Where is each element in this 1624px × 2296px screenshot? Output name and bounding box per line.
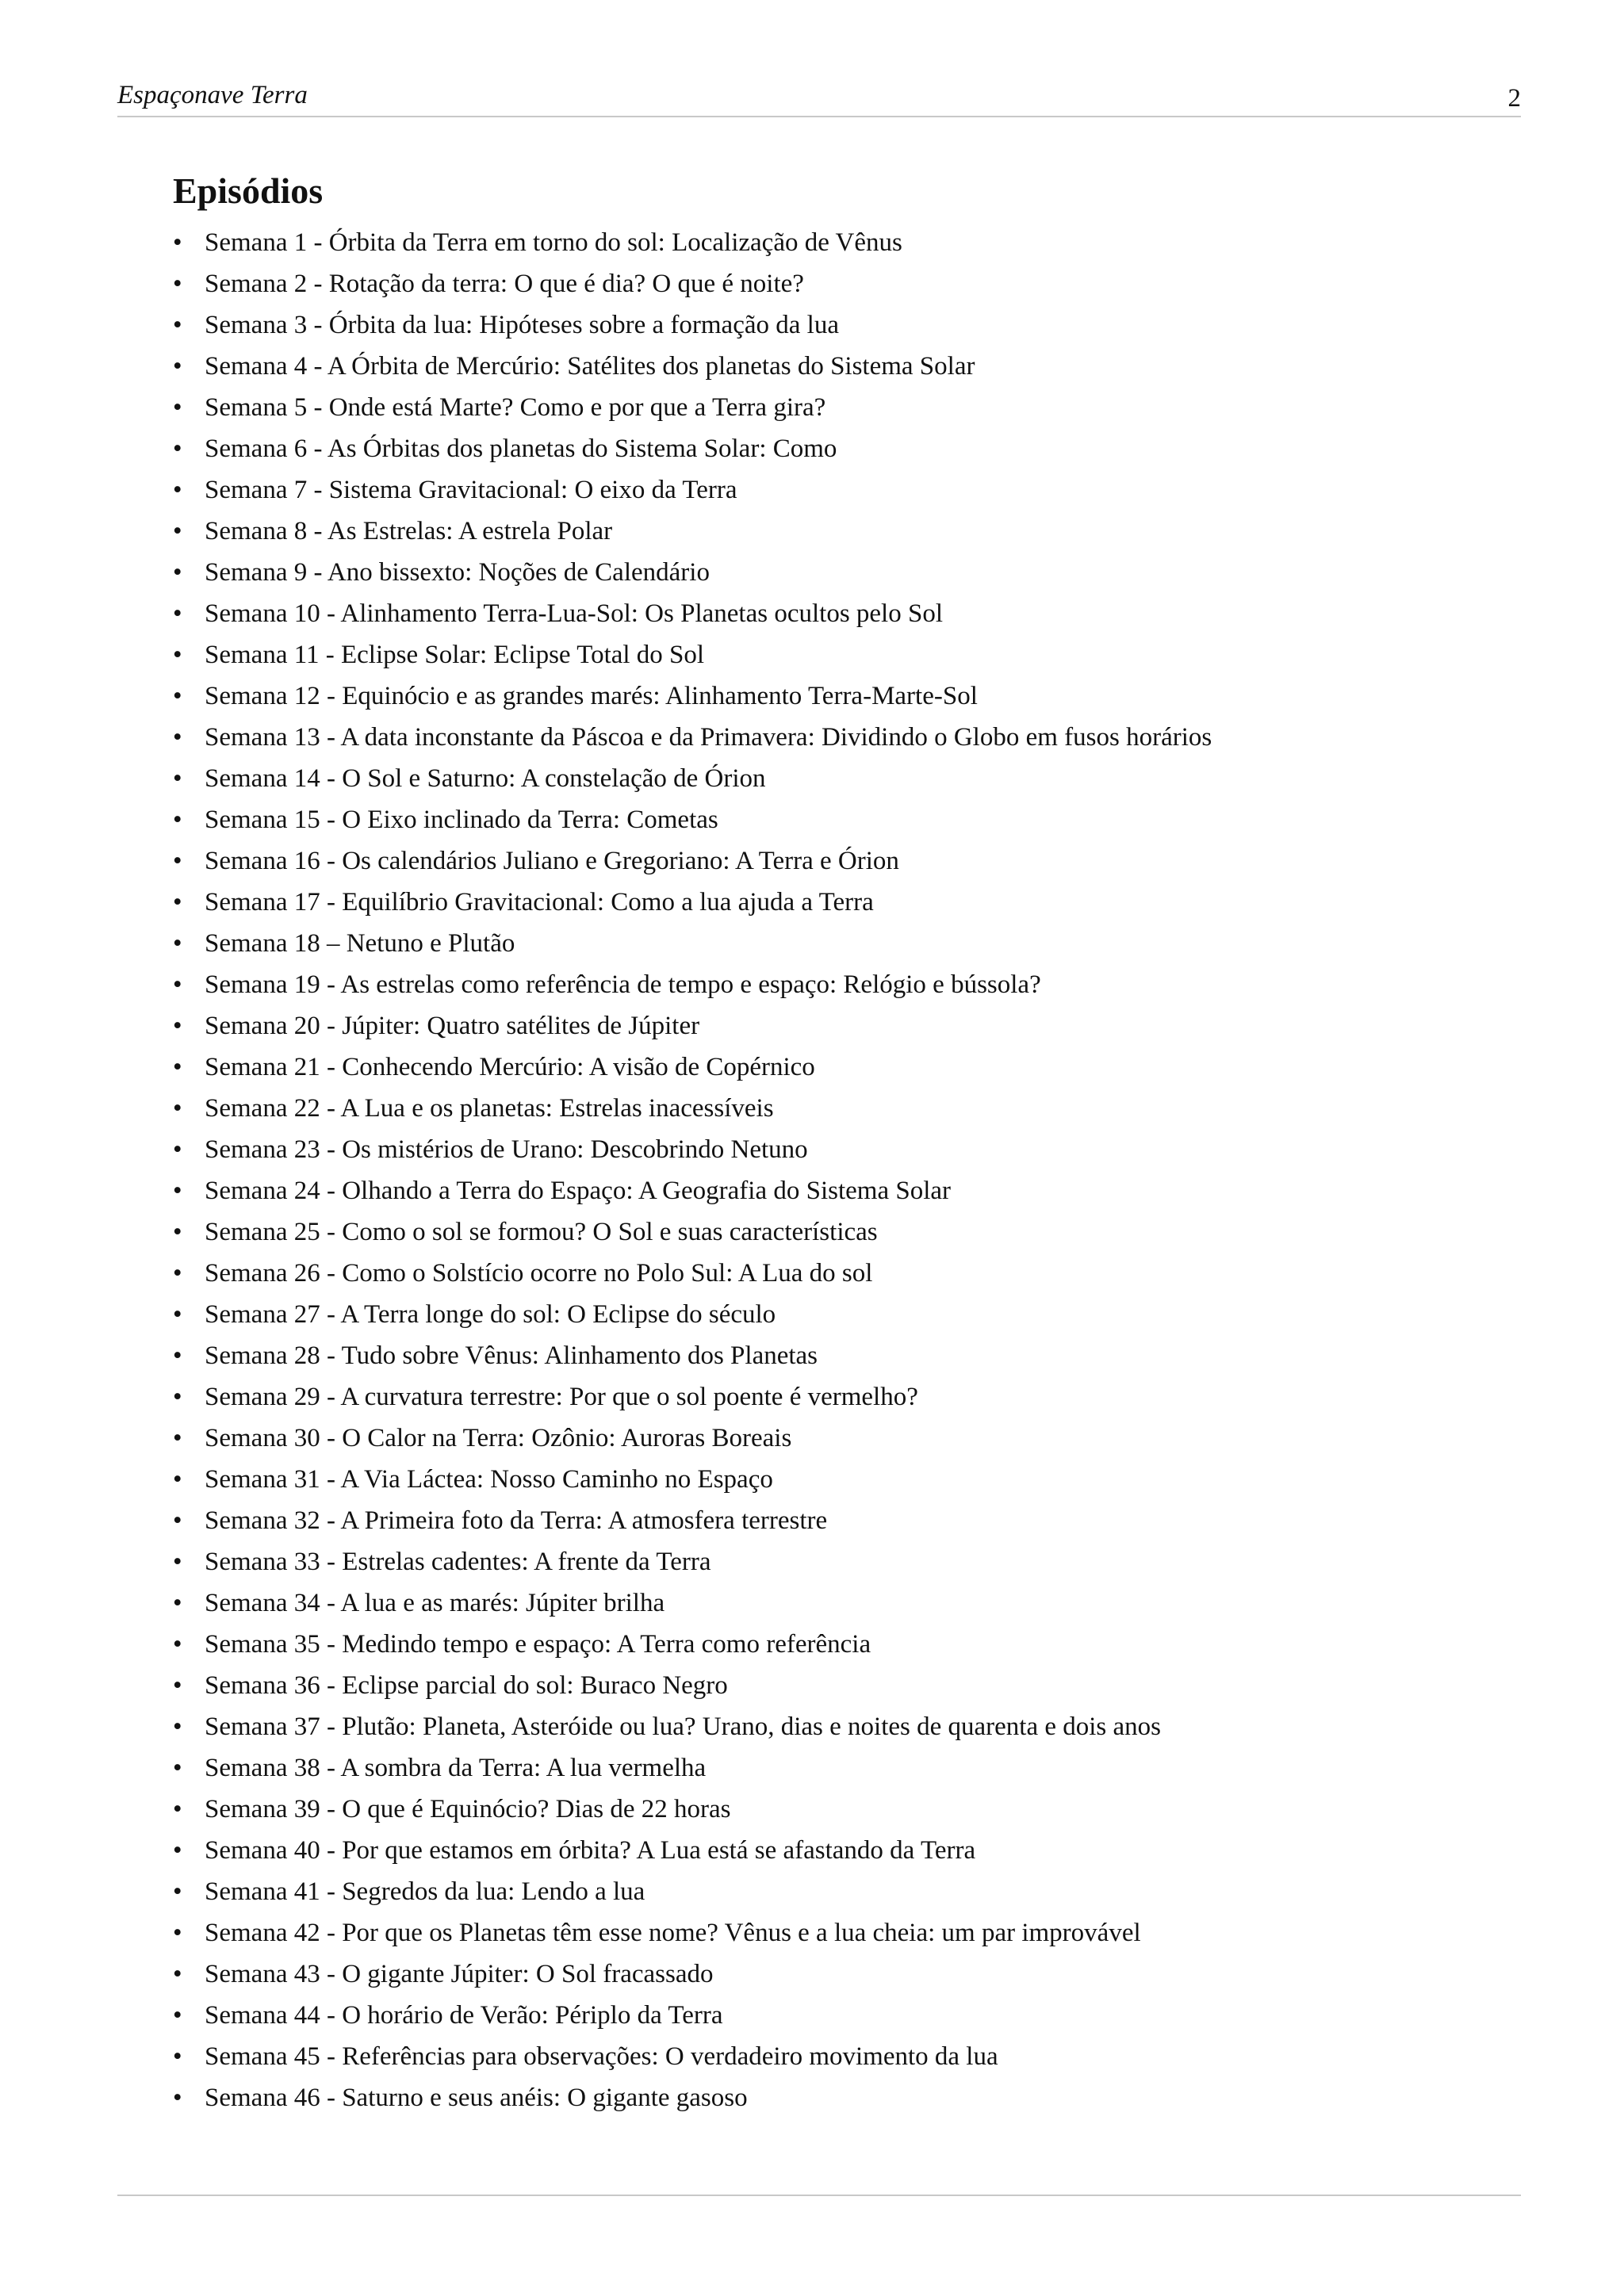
list-item bbox=[173, 1211, 1521, 1253]
episode-title: Semana 36 - Eclipse parcial do sol: Buraco Negro bbox=[205, 1671, 728, 1700]
list-item bbox=[173, 1747, 1521, 1789]
list-item bbox=[173, 1459, 1521, 1500]
bullet-icon: • bbox=[173, 1135, 182, 1164]
episode-title: Semana 44 - O horário de Verão: Périplo da Terra bbox=[205, 2001, 723, 2030]
bullet-icon: • bbox=[173, 1053, 182, 1081]
list-item bbox=[173, 511, 1521, 552]
episode-title: Semana 26 - Como o Solstício ocorre no Polo Sul: A Lua do sol bbox=[205, 1259, 873, 1288]
bullet-icon: • bbox=[173, 1795, 182, 1823]
page-content bbox=[173, 160, 1521, 2118]
episode-title: Semana 7 - Sistema Gravitacional: O eixo da Terra bbox=[205, 476, 737, 504]
list-item bbox=[173, 758, 1521, 799]
episode-title: Semana 17 - Equilíbrio Gravitacional: Como a lua ajuda a Terra bbox=[205, 888, 874, 916]
list-item bbox=[173, 1995, 1521, 2036]
episode-title: Semana 41 - Segredos da lua: Lendo a lua bbox=[205, 1877, 645, 1906]
list-item bbox=[173, 1047, 1521, 1088]
bullet-icon: • bbox=[173, 1012, 182, 1040]
episode-title: Semana 32 - A Primeira foto da Terra: A atmosfera terrestre bbox=[205, 1506, 828, 1535]
bullet-icon: • bbox=[173, 434, 182, 463]
episode-title: Semana 45 - Referências para observações: O verdadeiro movimento da lua bbox=[205, 2042, 998, 2071]
episode-title: Semana 46 - Saturno e seus anéis: O gigante gasoso bbox=[205, 2084, 748, 2112]
bullet-icon: • bbox=[173, 228, 182, 257]
bullet-icon: • bbox=[173, 558, 182, 587]
episode-title: Semana 3 - Órbita da lua: Hipóteses sobre a formação da lua bbox=[205, 311, 839, 339]
bullet-icon: • bbox=[173, 1177, 182, 1205]
bullet-icon: • bbox=[173, 476, 182, 504]
episode-title: Semana 40 - Por que estamos em órbita? A Lua está se afastando da Terra bbox=[205, 1836, 976, 1865]
list-item bbox=[173, 2077, 1521, 2118]
list-item bbox=[173, 923, 1521, 964]
episode-title: Semana 6 - As Órbitas dos planetas do Sistema Solar: Como bbox=[205, 434, 837, 463]
list-item bbox=[173, 263, 1521, 304]
list-item bbox=[173, 1789, 1521, 1830]
episode-title: Semana 20 - Júpiter: Quatro satélites de Júpiter bbox=[205, 1012, 700, 1040]
list-item bbox=[173, 1418, 1521, 1459]
episode-title: Semana 39 - O que é Equinócio? Dias de 22 horas bbox=[205, 1795, 731, 1823]
bullet-icon: • bbox=[173, 1548, 182, 1576]
bullet-icon: • bbox=[173, 1383, 182, 1411]
page-number: 2 bbox=[1507, 84, 1521, 113]
episode-list bbox=[173, 222, 1521, 2118]
bullet-icon: • bbox=[173, 1465, 182, 1494]
list-item bbox=[173, 1706, 1521, 1747]
page-header bbox=[117, 76, 1521, 117]
episode-title: Semana 37 - Plutão: Planeta, Asteróide ou lua? Urano, dias e noites de quarenta e dois anos bbox=[205, 1712, 1162, 1741]
episode-title: Semana 30 - O Calor na Terra: Ozônio: Auroras Boreais bbox=[205, 1424, 792, 1452]
bullet-icon: • bbox=[173, 1712, 182, 1741]
bullet-icon: • bbox=[173, 1094, 182, 1123]
bullet-icon: • bbox=[173, 929, 182, 958]
list-item bbox=[173, 346, 1521, 387]
bullet-icon: • bbox=[173, 723, 182, 752]
list-item bbox=[173, 717, 1521, 758]
list-item bbox=[173, 222, 1521, 263]
bullet-icon: • bbox=[173, 517, 182, 545]
bullet-icon: • bbox=[173, 393, 182, 422]
episode-title: Semana 21 - Conhecendo Mercúrio: A visão de Copérnico bbox=[205, 1053, 815, 1081]
episode-title: Semana 42 - Por que os Planetas têm esse nome? Vênus e a lua cheia: um par improvável bbox=[205, 1919, 1141, 1947]
episode-title: Semana 13 - A data inconstante da Páscoa e da Primavera: Dividindo o Globo em fusos horários bbox=[205, 723, 1212, 752]
list-item bbox=[173, 1871, 1521, 1912]
bullet-icon: • bbox=[173, 2042, 182, 2071]
episode-title: Semana 18 – Netuno e Plutão bbox=[205, 929, 515, 958]
list-item bbox=[173, 1129, 1521, 1170]
list-item bbox=[173, 1830, 1521, 1871]
episode-title: Semana 4 - A Órbita de Mercúrio: Satélites dos planetas do Sistema Solar bbox=[205, 352, 975, 381]
episode-title: Semana 1 - Órbita da Terra em torno do sol: Localização de Vênus bbox=[205, 228, 902, 257]
episode-title: Semana 29 - A curvatura terrestre: Por que o sol poente é vermelho? bbox=[205, 1383, 918, 1411]
bullet-icon: • bbox=[173, 682, 182, 710]
list-item bbox=[173, 1170, 1521, 1211]
episode-title: Semana 43 - O gigante Júpiter: O Sol fracassado bbox=[205, 1960, 714, 1988]
episode-title: Semana 33 - Estrelas cadentes: A frente da Terra bbox=[205, 1548, 711, 1576]
episode-title: Semana 12 - Equinócio e as grandes marés: Alinhamento Terra-Marte-Sol bbox=[205, 682, 978, 710]
bullet-icon: • bbox=[173, 1506, 182, 1535]
episode-title: Semana 25 - Como o sol se formou? O Sol e suas características bbox=[205, 1218, 878, 1246]
episode-title: Semana 34 - A lua e as marés: Júpiter brilha bbox=[205, 1589, 665, 1617]
episode-title: Semana 15 - O Eixo inclinado da Terra: Cometas bbox=[205, 806, 718, 834]
footer-rule bbox=[117, 2195, 1521, 2196]
episode-title: Semana 16 - Os calendários Juliano e Gregoriano: A Terra e Órion bbox=[205, 847, 899, 875]
bullet-icon: • bbox=[173, 1630, 182, 1659]
episode-title: Semana 5 - Onde está Marte? Como e por que a Terra gira? bbox=[205, 393, 826, 422]
list-item bbox=[173, 840, 1521, 882]
episode-title: Semana 23 - Os mistérios de Urano: Descobrindo Netuno bbox=[205, 1135, 808, 1164]
list-item bbox=[173, 1376, 1521, 1418]
list-item bbox=[173, 1665, 1521, 1706]
section-title: Episódios bbox=[173, 170, 324, 211]
episode-title: Semana 9 - Ano bissexto: Noções de Calendário bbox=[205, 558, 710, 587]
bullet-icon: • bbox=[173, 1671, 182, 1700]
list-item bbox=[173, 1088, 1521, 1129]
list-item bbox=[173, 387, 1521, 428]
bullet-icon: • bbox=[173, 1341, 182, 1370]
list-item bbox=[173, 1294, 1521, 1335]
bullet-icon: • bbox=[173, 1919, 182, 1947]
list-item bbox=[173, 1954, 1521, 1995]
episode-title: Semana 2 - Rotação da terra: O que é dia? O que é noite? bbox=[205, 270, 804, 298]
list-item bbox=[173, 2036, 1521, 2077]
bullet-icon: • bbox=[173, 847, 182, 875]
list-item bbox=[173, 1253, 1521, 1294]
list-item bbox=[173, 593, 1521, 634]
list-item bbox=[173, 1541, 1521, 1582]
episode-title: Semana 38 - A sombra da Terra: A lua vermelha bbox=[205, 1754, 707, 1782]
episode-title: Semana 27 - A Terra longe do sol: O Eclipse do século bbox=[205, 1300, 776, 1329]
bullet-icon: • bbox=[173, 1424, 182, 1452]
bullet-icon: • bbox=[173, 352, 182, 381]
episode-title: Semana 10 - Alinhamento Terra-Lua-Sol: Os Planetas ocultos pelo Sol bbox=[205, 599, 943, 628]
episode-title: Semana 11 - Eclipse Solar: Eclipse Total do Sol bbox=[205, 641, 705, 669]
bullet-icon: • bbox=[173, 1877, 182, 1906]
episode-title: Semana 19 - As estrelas como referência de tempo e espaço: Relógio e bússola? bbox=[205, 970, 1041, 999]
bullet-icon: • bbox=[173, 641, 182, 669]
episode-title: Semana 31 - A Via Láctea: Nosso Caminho no Espaço bbox=[205, 1465, 773, 1494]
bullet-icon: • bbox=[173, 806, 182, 834]
list-item bbox=[173, 634, 1521, 675]
list-item bbox=[173, 964, 1521, 1005]
bullet-icon: • bbox=[173, 1836, 182, 1865]
episode-title: Semana 8 - As Estrelas: A estrela Polar bbox=[205, 517, 613, 545]
list-item bbox=[173, 552, 1521, 593]
bullet-icon: • bbox=[173, 270, 182, 298]
bullet-icon: • bbox=[173, 1589, 182, 1617]
bullet-icon: • bbox=[173, 970, 182, 999]
bullet-icon: • bbox=[173, 1259, 182, 1288]
bullet-icon: • bbox=[173, 1218, 182, 1246]
list-item bbox=[173, 675, 1521, 717]
list-item bbox=[173, 882, 1521, 923]
episode-title: Semana 14 - O Sol e Saturno: A constelação de Órion bbox=[205, 764, 766, 793]
list-item bbox=[173, 1582, 1521, 1624]
bullet-icon: • bbox=[173, 2084, 182, 2112]
list-item bbox=[173, 304, 1521, 346]
list-item bbox=[173, 1500, 1521, 1541]
episode-title: Semana 28 - Tudo sobre Vênus: Alinhamento dos Planetas bbox=[205, 1341, 818, 1370]
bullet-icon: • bbox=[173, 1754, 182, 1782]
list-item bbox=[173, 1335, 1521, 1376]
bullet-icon: • bbox=[173, 888, 182, 916]
bullet-icon: • bbox=[173, 2001, 182, 2030]
list-item bbox=[173, 799, 1521, 840]
bullet-icon: • bbox=[173, 764, 182, 793]
list-item bbox=[173, 1624, 1521, 1665]
bullet-icon: • bbox=[173, 599, 182, 628]
bullet-icon: • bbox=[173, 1960, 182, 1988]
list-item bbox=[173, 1005, 1521, 1047]
list-item bbox=[173, 469, 1521, 511]
episode-title: Semana 22 - A Lua e os planetas: Estrelas inacessíveis bbox=[205, 1094, 774, 1123]
episode-title: Semana 35 - Medindo tempo e espaço: A Terra como referência bbox=[205, 1630, 871, 1659]
running-title: Espaçonave Terra bbox=[117, 81, 308, 109]
bullet-icon: • bbox=[173, 311, 182, 339]
episode-title: Semana 24 - Olhando a Terra do Espaço: A Geografia do Sistema Solar bbox=[205, 1177, 951, 1205]
list-item bbox=[173, 1912, 1521, 1954]
bullet-icon: • bbox=[173, 1300, 182, 1329]
list-item bbox=[173, 428, 1521, 469]
